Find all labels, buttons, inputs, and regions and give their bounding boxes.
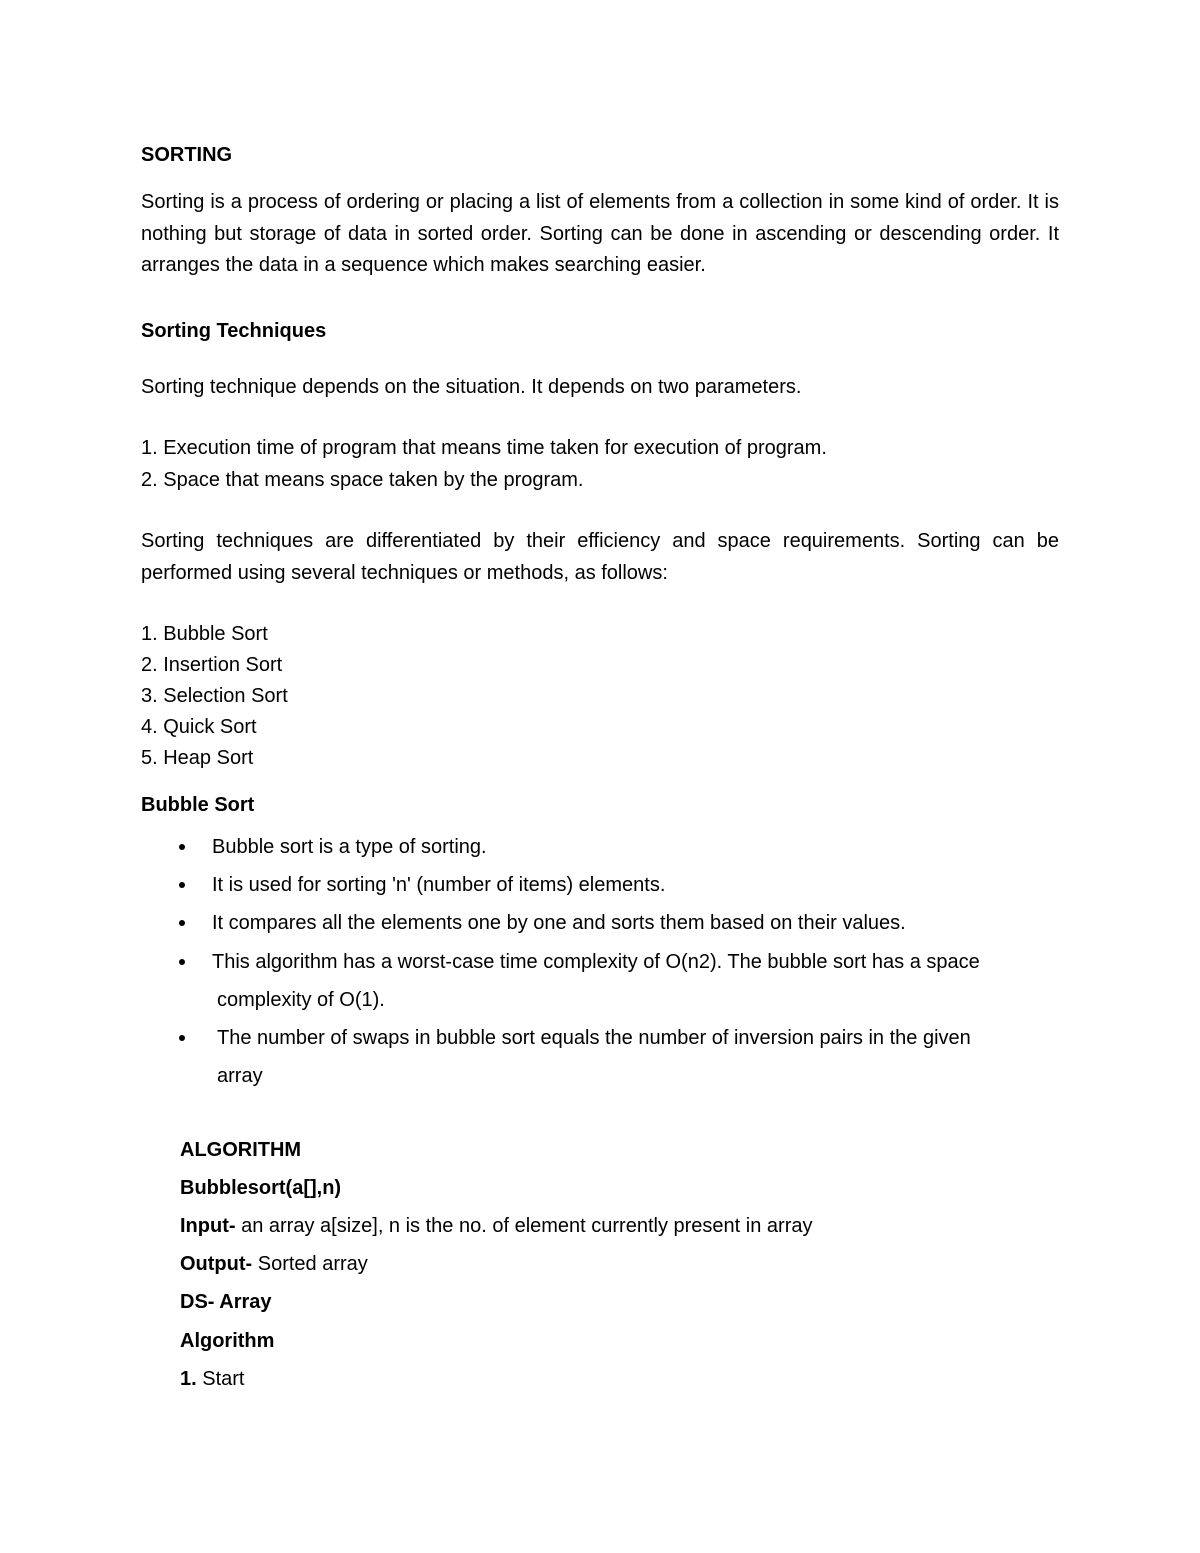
list-item: Bubble sort is a type of sorting. [141, 828, 1059, 866]
bullet-icon [179, 959, 185, 965]
parameter-item: 1. Execution time of program that means time taken for execution of program. [141, 437, 827, 459]
algorithm-output: Output- Sorted array [180, 1253, 368, 1275]
intro-paragraph: Sorting is a process of ordering or placing a list of elements from a collection in some kind of order. It is nothing but storage of data in sorted order. Sorting can be done in ascending or descending order. It arranges the data in a sequence which makes searching easier. [141, 191, 1059, 276]
techniques-heading: Sorting Techniques [141, 320, 327, 342]
algorithm-ds: DS- Array [180, 1291, 272, 1313]
algorithm-input: Input- an array a[size], n is the no. of element currently present in array [180, 1215, 813, 1237]
algorithm-signature: Bubblesort(a[],n) [180, 1177, 342, 1199]
bullet-icon [179, 1035, 185, 1041]
list-item: The number of swaps in bubble sort equals the number of inversion pairs in the given array [141, 1019, 1059, 1095]
bubble-sort-heading: Bubble Sort [141, 794, 255, 816]
algorithm-step: 1. Start [180, 1368, 245, 1390]
method-item: 1. Bubble Sort [141, 623, 268, 645]
list-item: It compares all the elements one by one and sorts them based on their values. [141, 904, 1059, 942]
document-page [141, 0, 1059, 1553]
differentiated-paragraph: Sorting techniques are differentiated by their efficiency and space requirements. Sorting can be performed using several techniques or methods, as follows: [141, 530, 1059, 584]
method-item: 4. Quick Sort [141, 716, 257, 738]
bullet-icon [179, 920, 185, 926]
algorithm-label: Algorithm [180, 1330, 275, 1352]
method-item: 5. Heap Sort [141, 747, 254, 769]
list-item: It is used for sorting 'n' (number of items) elements. [141, 866, 1059, 904]
techniques-lead: Sorting technique depends on the situation. It depends on two parameters. [141, 376, 802, 398]
bullet-icon [179, 882, 185, 888]
bubble-sort-points [141, 828, 1059, 1095]
parameter-item: 2. Space that means space taken by the program. [141, 469, 584, 491]
bullet-icon [179, 844, 185, 850]
list-item: This algorithm has a worst-case time complexity of O(n2). The bubble sort has a space complexity of O(1). [141, 943, 1059, 1019]
method-item: 3. Selection Sort [141, 685, 288, 707]
method-item: 2. Insertion Sort [141, 654, 283, 676]
page-title: SORTING [141, 144, 233, 166]
algorithm-title: ALGORITHM [180, 1139, 302, 1161]
